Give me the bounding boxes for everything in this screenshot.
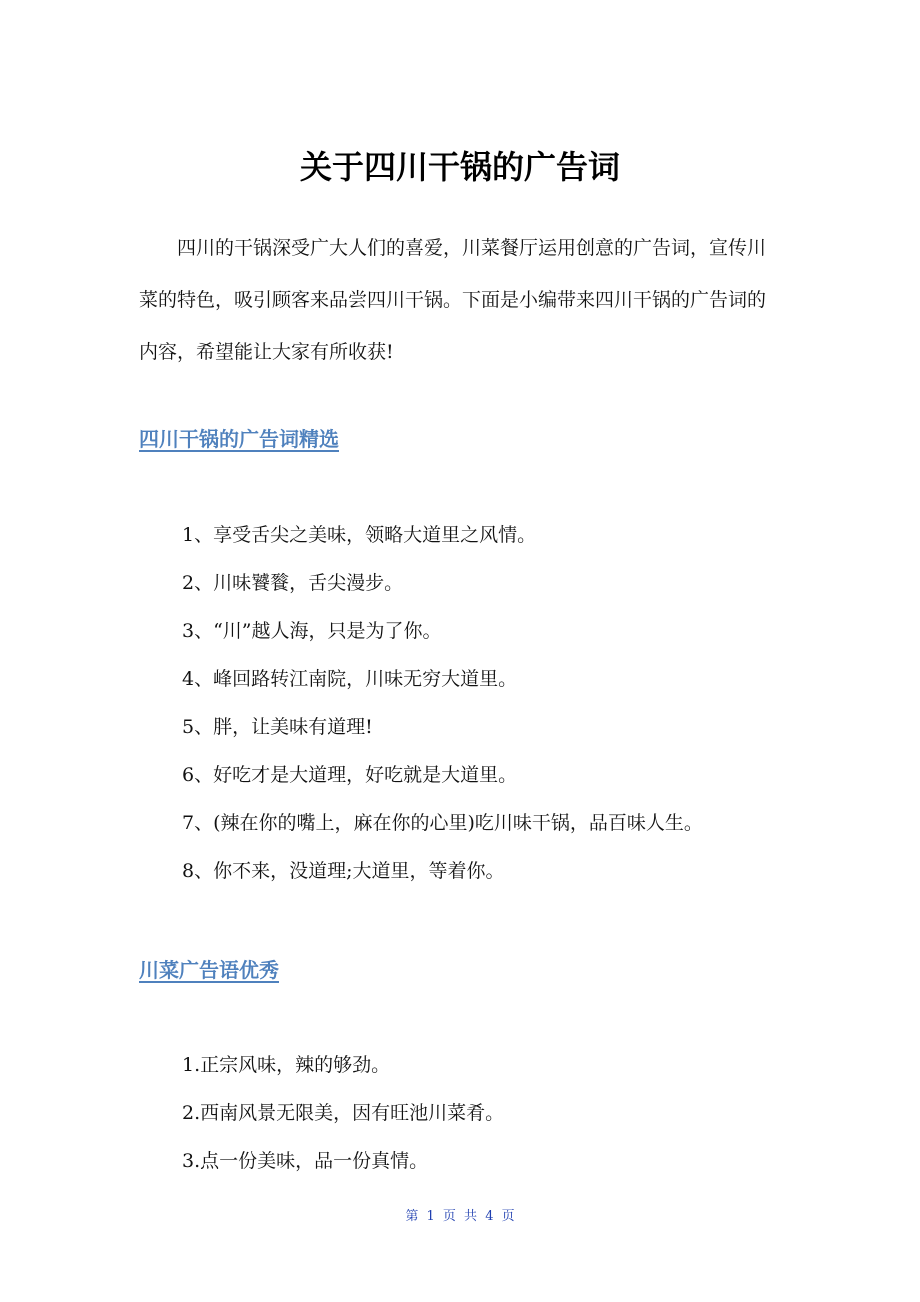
cuisine-slogan-list [182, 1041, 504, 1185]
slogan-list [182, 511, 703, 895]
list-item: 7、(辣在你的嘴上，麻在你的心里)吃川味干锅，品百味人生。 [182, 812, 703, 834]
list-item: 1、享受舌尖之美味，领略大道里之风情。 [182, 524, 537, 546]
list-item: 5、胖，让美味有道理! [182, 716, 373, 738]
page-title: 关于四川干锅的广告词 [299, 148, 620, 186]
list-item: 1.正宗风味，辣的够劲。 [182, 1054, 391, 1076]
page-footer: 第 1 页 共 4 页 [405, 1209, 515, 1224]
list-item: 3.点一份美味，品一份真情。 [182, 1150, 429, 1172]
list-item: 3、“川”越人海，只是为了你。 [182, 620, 442, 642]
list-item: 2、川味饕餮，舌尖漫步。 [182, 572, 404, 594]
list-item: 4、峰回路转江南院，川味无穷大道里。 [182, 668, 518, 690]
intro-paragraph: 四川的干锅深受广大人们的喜爱，川菜餐厅运用创意的广告词，宣传川菜的特色，吸引顾客来品尝四川干锅。下面是小编带来四川干锅的广告词的内容，希望能让大家有所收获! [139, 237, 767, 363]
list-item: 8、你不来，没道理;大道里，等着你。 [182, 860, 505, 882]
section-heading-link-slogans[interactable]: 四川干锅的广告词精选 [139, 427, 339, 451]
section-heading-link-sichuan-cuisine[interactable]: 川菜广告语优秀 [139, 958, 279, 982]
list-item: 2.西南风景无限美，因有旺池川菜肴。 [182, 1102, 505, 1124]
list-item: 6、好吃才是大道理，好吃就是大道里。 [182, 764, 518, 786]
